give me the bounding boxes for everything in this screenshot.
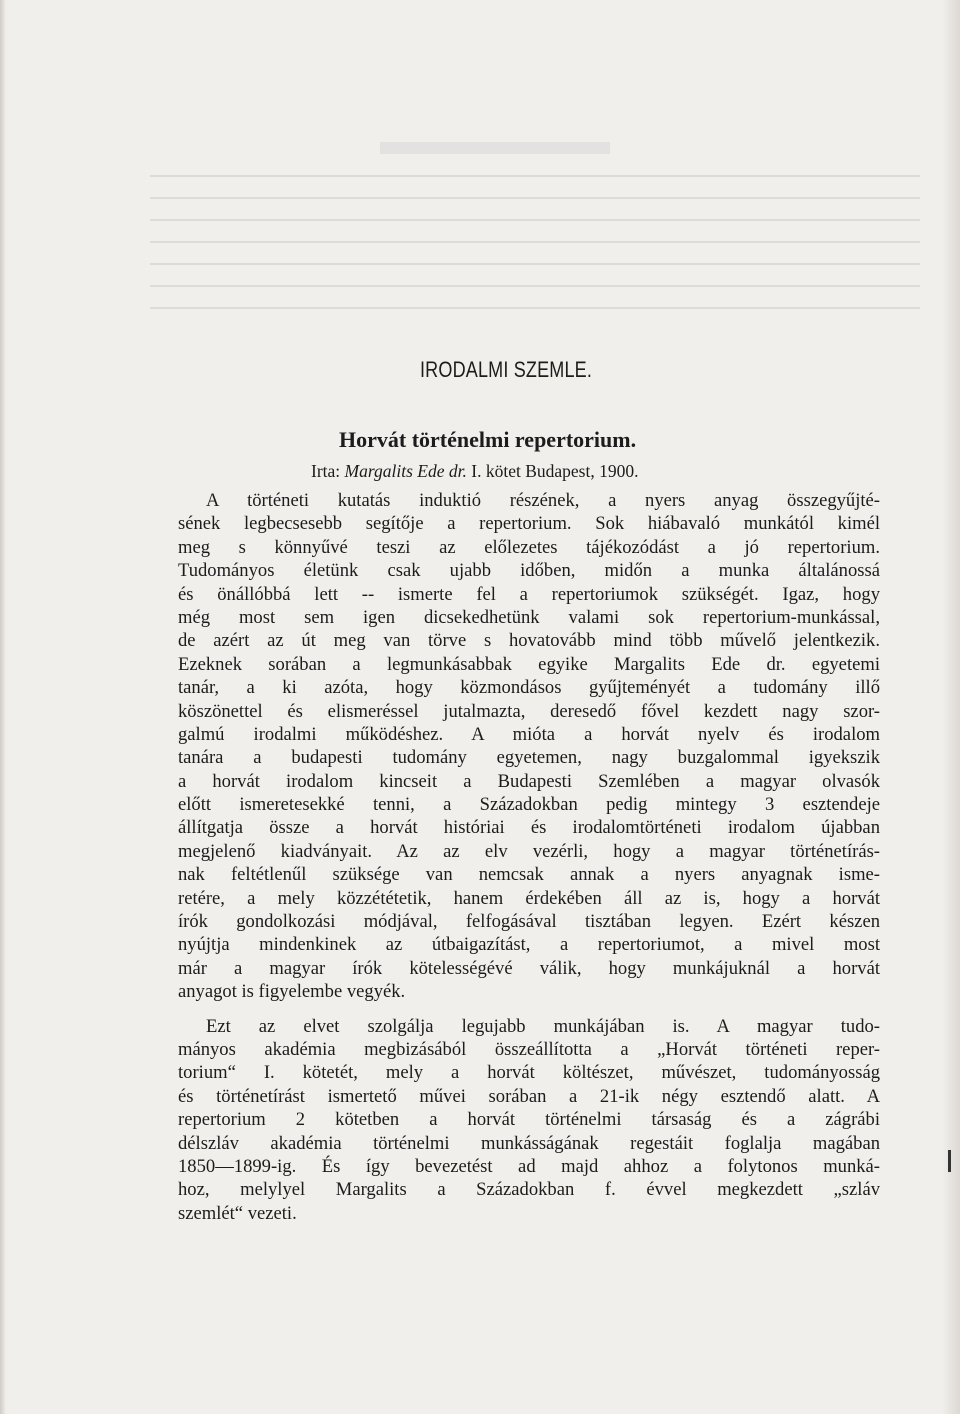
page-left-edge-shadow: [0, 0, 6, 1414]
body-text-line: mányos akadémia megbizásából összeállította a „Horvát történeti reper-: [178, 1038, 880, 1060]
byline-prefix: Irta:: [311, 461, 345, 481]
article-byline: [311, 461, 638, 482]
body-text-line: és önállóbbá lett -- ismerte fel a repertoriumok szükségét. Igaz, hogy: [178, 583, 880, 605]
body-text-line: állítgatja össze a horvát históriai és irodalomtörténeti irodalom újabban: [178, 817, 880, 839]
body-text-line: sének legbecsesebb segítője a repertorium. Sok hiábavaló munkától kimél: [178, 513, 880, 535]
body-text-line: torium“ I. kötetét, mely a horvát költészet, művészet, tudományosság: [178, 1062, 880, 1084]
page-right-edge-shadow: [942, 0, 960, 1414]
body-text-line: szemlét“ vezeti.: [178, 1202, 297, 1224]
article-title: Horvát történelmi repertorium.: [339, 427, 637, 452]
body-text-line: nak feltétlenűl szüksége van nemcsak annak a nyers anyagnak isme-: [178, 864, 880, 886]
margin-mark: [948, 1150, 951, 1172]
body-text-line: meg s könnyűvé teszi az előlezetes tájékozódást a jó repertorium.: [178, 536, 880, 558]
section-heading: IRODALMI SZEMLE.: [420, 357, 593, 382]
body-text-line: anyagot is figyelembe vegyék.: [178, 981, 406, 1003]
bleed-through-text: [150, 175, 920, 355]
body-text-line: Tudományos életünk csak ujabb időben, midőn a munka általánossá: [178, 560, 880, 582]
article-body: [178, 489, 880, 1225]
body-text-line: hoz, melylyel Margalits a Századokban f. évvel megkezdett „szláv: [178, 1179, 880, 1201]
body-text-line: de azért az út meg van törve s hovatovább mind több művelő jelentkezik.: [178, 630, 880, 652]
body-text-line: nyújtja mindenkinek az útbaigazítást, a repertoriumot, a mivel most: [178, 934, 880, 956]
body-text-line: már a magyar írók kötelességévé válik, hogy munkájuknál a horvát: [178, 957, 880, 979]
body-text-line: előtt ismeretesekké tenni, a Századokban pedig mintegy 3 esztendeje: [178, 794, 880, 816]
body-text-line: Ezt az elvet szolgálja legujabb munkájában is. A magyar tudo-: [206, 1015, 880, 1037]
body-text-line: 1850—1899-ig. És így bevezetést ad majd ahhoz a folytonos munká-: [178, 1155, 880, 1177]
body-text-line: még most sem igen dicsekedhetünk valami sok repertorium-munkással,: [178, 606, 880, 628]
body-text-line: megjelenő kiadványait. Az az elv vezérli, hogy a magyar történetírás-: [178, 840, 880, 862]
body-text-line: tanár, a ki azóta, hogy közmondásos gyűjteményét a tudomány illő: [178, 677, 880, 699]
body-text-line: írók gondolkozási módjával, felfogásával tisztában legyen. Ezért készen: [178, 911, 880, 933]
bleed-through-header: [380, 142, 610, 154]
body-text-line: délszláv akadémia történelmi munkásságának regestáit foglalja magában: [178, 1132, 880, 1154]
body-text-line: retére, a mely közzététetik, hanem érdekében áll az is, hogy a horvát: [178, 887, 880, 909]
byline-publication-info: I. kötet Budapest, 1900.: [466, 461, 639, 481]
body-text-line: Ezeknek sorában a legmunkásabbak egyike Margalits Ede dr. egyetemi: [178, 653, 880, 675]
body-text-line: repertorium 2 kötetben a horvát történelmi társaság és a zágrábi: [178, 1109, 880, 1131]
author-name: Margalits Ede dr.: [344, 461, 467, 481]
body-text-line: tanára a budapesti tudomány egyetemen, nagy buzgalommal igyekszik: [178, 747, 880, 769]
body-text-line: és történetírást ismertető művei sorában a 21-ik négy esztendő alatt. A: [178, 1085, 880, 1107]
body-text-line: köszönettel és elismeréssel jutalmazta, deresedő fővel kezdett nagy szor-: [178, 700, 880, 722]
body-text-line: A történeti kutatás induktió részének, a nyers anyag összegyűjté-: [206, 490, 880, 511]
body-text-line: galmú irodalmi működéshez. A mióta a horvát nyelv és irodalom: [178, 723, 880, 745]
paragraph-gap: [178, 1004, 880, 1015]
body-text-line: a horvát irodalom kincseit a Budapesti Szemlében a magyar olvasók: [178, 770, 880, 792]
